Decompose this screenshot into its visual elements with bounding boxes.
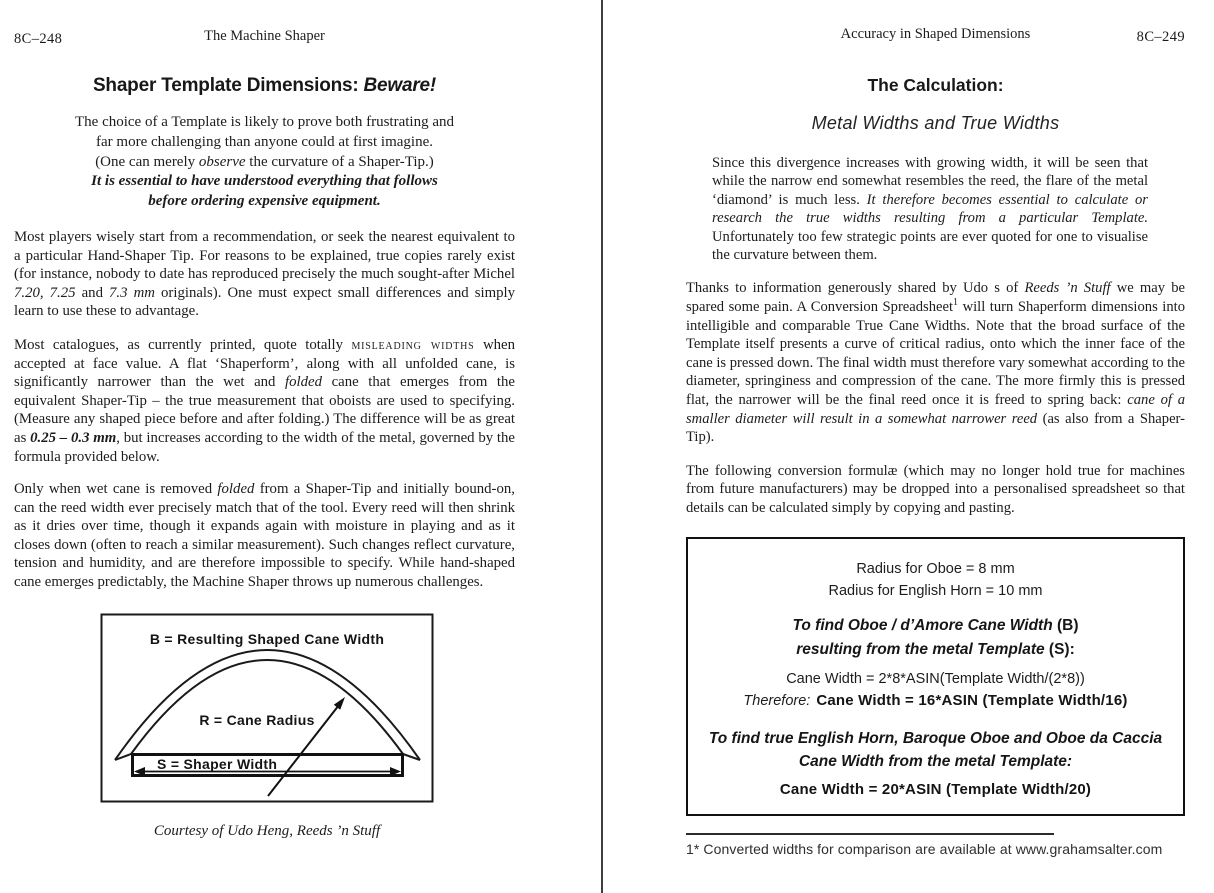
page-right <box>603 0 1214 893</box>
section-title-left <box>14 75 515 97</box>
shaper-diagram <box>100 613 434 803</box>
formula-english-horn: Cane Width = 20*ASIN (Template Width/20) <box>779 780 1092 798</box>
intro-line-5: before ordering expensive equipment. <box>148 193 381 210</box>
footnote-area <box>686 833 1185 857</box>
radius-arrow-head <box>334 697 345 710</box>
therefore-label: Therefore: <box>743 692 811 709</box>
footnote-rule <box>686 833 1054 835</box>
running-header-left: The Machine Shaper <box>204 28 325 44</box>
formula-heading-2-line-1: To find true English Horn, Baroque Oboe and Oboe da Caccia <box>708 729 1163 747</box>
radius-oboe-line: Radius for Oboe = 8 mm <box>856 560 1015 577</box>
diagram-label-s: S = Shaper Width <box>157 755 278 772</box>
page-number-left: 8C–248 <box>14 31 63 47</box>
intro-line-4: It is essential to have understood everything that follows <box>91 173 438 190</box>
formula-box <box>686 537 1185 816</box>
intro-line-3: (One can merely observe the curvature of a Shaper-Tip.) <box>95 153 434 170</box>
body-paragraph-3: Only when wet cane is removed folded from a Shaper-Tip and initially bound-on, can the reed width ever precisely match that of the tool. Every reed will then shrink as it dries over time, though it expands again with moisture in playing and as it closes down (often to reach a similar measurement). Such changes reflect curvature, tension and humidity, and are therefore impossible to specify. While hand-shaped cane emerges predictably, the Machine Shaper throws up numerous challenges. <box>14 481 515 591</box>
body-paragraph-5: Thanks to information generously shared by Udo s of Reeds ’n Stuff we may be spared some pain. A Conversion Spreadsheet$^1$ will turn Shaperform dimensions into intelligible and comparable True Cane Widths. Note that the broad surface of the Template itself presents a curve of critical radius, onto which the inner face of the cane is pressed down. The final width must therefore vary somewhat according to the diameter, springiness and compression of the cane. The more firmly this is pressed flat, the narrower will be the final reed once it is freed to spring back: cane of a smaller diameter will result in a somewhat narrower reed (as also from a Shaper-Tip). <box>686 280 1186 446</box>
formula-heading-2-line-2: Cane Width from the metal Template: <box>798 752 1073 770</box>
intro-line-1: The choice of a Template is likely to prove both frustrating and <box>75 114 454 130</box>
formula-heading-1-line-2: resulting from the metal Template (S): <box>796 640 1075 658</box>
shaper-diagram-svg <box>100 613 434 803</box>
page-number-right: 8C–249 <box>1136 29 1185 45</box>
left-page-content <box>14 75 515 840</box>
section-title-text: Shaper Template Dimensions: <box>92 75 359 96</box>
section-title-right: The Calculation: <box>867 75 1004 95</box>
diagram-label-r: R = Cane Radius <box>199 711 315 728</box>
body-paragraph-2: Most catalogues, as currently printed, quote totally misleading widths when accepted at face value. A flat ‘Shaperform’, along with all unfolded cane, is significantly narrower than the wet and folded cane that emerges from the equivalent Shaper-Tip – the true measurement that oboists are used to specifying. (Measure any shaped piece before and after folding.) The difference will be as great as 0.25 – 0.3 mm, but increases according to the width of the metal, governed by the formula provided below. <box>14 336 516 465</box>
body-paragraph-6: The following conversion formulæ (which may no longer hold true for machines from future manufacturers) may be dropped into a personalised spreadsheet so that details can be calculated simply by copying and pasting. <box>686 462 1185 516</box>
section-title-emphasis: Beware! <box>363 75 437 96</box>
body-paragraph-1: Most players wisely start from a recommendation, or seek the nearest equivalent to a particular Hand-Shaper Tip. For reasons to be explained, true copies rarely exist (for instance, nobody to date has reproduced precisely the much sought-after Michel 7.20, 7.25 and 7.3 mm originals). One must expect small differences and simply learn to use these to advantage. <box>14 228 516 320</box>
diagram-label-b: B = Resulting Shaped Cane Width <box>149 630 385 647</box>
page-left <box>0 0 603 893</box>
small-caps-phrase: misleading widths <box>351 336 475 353</box>
radius-english-horn-line: Radius for English Horn = 10 mm <box>828 582 1043 599</box>
footnote-marker: 1 <box>953 297 959 309</box>
right-page-content <box>686 75 1185 816</box>
formula-oboe-simplified: Therefore: Cane Width = 16*ASIN (Template Width/16) <box>743 691 1128 709</box>
intro-block <box>14 113 515 212</box>
running-header-right: Accuracy in Shaped Dimensions <box>840 26 1031 42</box>
section-subtitle: Metal Widths and True Widths <box>811 113 1060 133</box>
diagram-caption: Courtesy of Udo Heng, Reeds ’n Stuff <box>153 822 381 839</box>
body-paragraph-4: Since this divergence increases with growing width, it will be seen that while the narrow end somewhat resembles the reed, the flare of the metal ‘diamond’ is much less. It therefore becomes essential to calculate or research the true widths resulting from a particular Template. Unfortunately too few strategic points are ever quoted for one to visualise the curvature between them. <box>712 155 1148 264</box>
footnote-text: 1* Converted widths for comparison are available at www.grahamsalter.com <box>686 841 1163 857</box>
formula-heading-1-line-1: To find Oboe / d’Amore Cane Width (B) <box>792 616 1079 634</box>
cane-arc-inner <box>131 660 403 754</box>
cane-arc-outer <box>115 650 420 760</box>
formula-oboe: Cane Width = 2*8*ASIN(Template Width/(2*8)) <box>786 670 1085 687</box>
intro-line-2: far more challenging than anyone could at first imagine. <box>96 133 433 150</box>
